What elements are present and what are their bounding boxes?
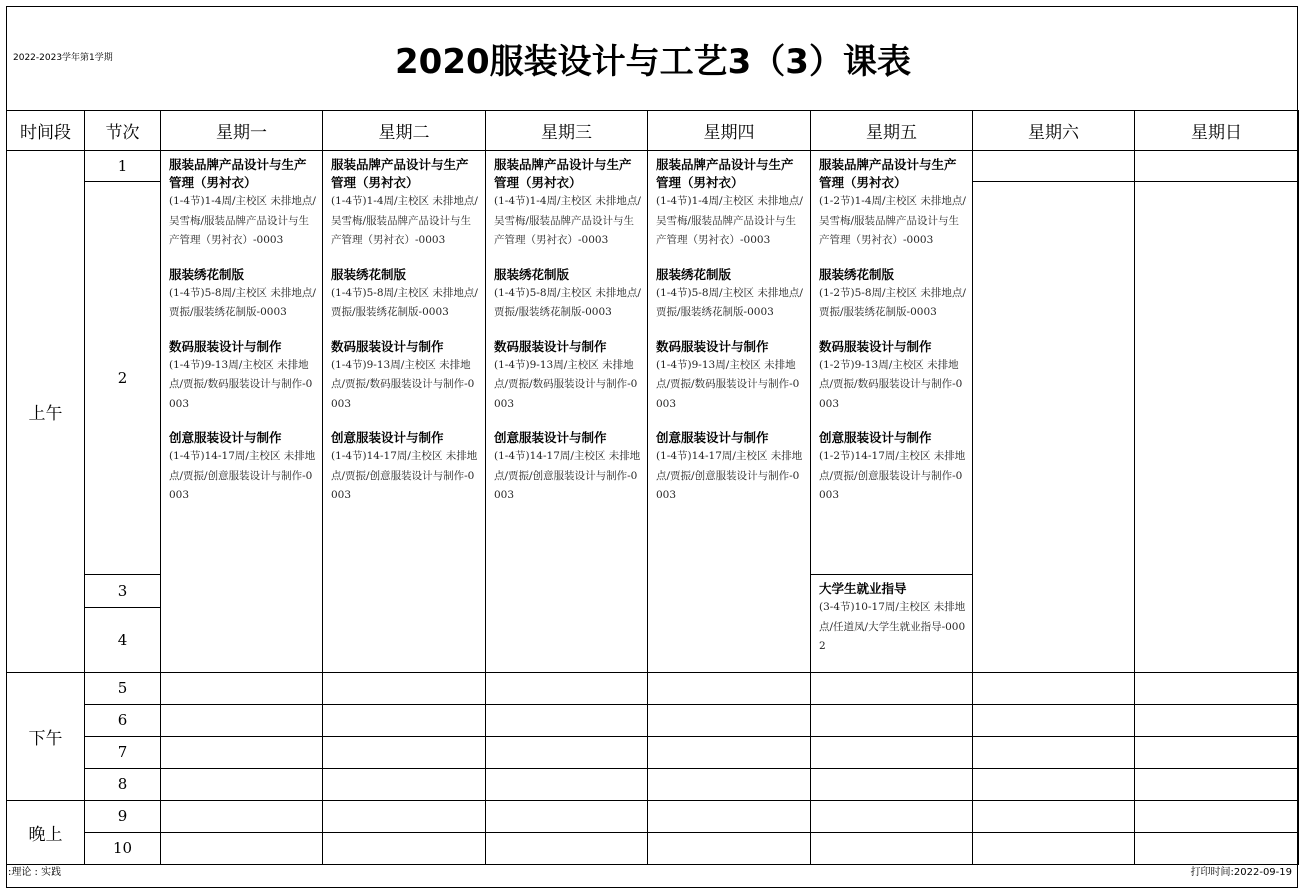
- empty-cell: [323, 704, 486, 736]
- empty-cell: [648, 768, 811, 800]
- course-entry: [656, 266, 805, 323]
- empty-cell: [486, 736, 648, 768]
- section-8: 8: [85, 768, 161, 800]
- section-4: 4: [85, 607, 161, 672]
- section-row-10: [7, 832, 1299, 864]
- course-entry: [819, 429, 967, 506]
- course-name: 服装绣花制版: [656, 266, 732, 282]
- course-info: (1-4节)1-4周/主校区 未排地点/吴雪梅/服装品牌产品设计与生产管理（男衬衣）-0003: [169, 195, 316, 246]
- section-6: 6: [85, 704, 161, 736]
- empty-cell: [811, 800, 973, 832]
- empty-cell: [973, 800, 1135, 832]
- course-name: 数码服装设计与制作: [169, 338, 282, 354]
- course-info: (1-4节)9-13周/主校区 未排地点/贾振/数码服装设计与制作-0003: [656, 358, 800, 410]
- empty-cell: [973, 768, 1135, 800]
- page-title: 2020服装设计与工艺3（3）课表: [395, 42, 911, 82]
- course-name: 创意服装设计与制作: [331, 430, 444, 445]
- course-info: (1-4节)9-13周/主校区 未排地点/贾振/数码服装设计与制作-0003: [494, 358, 638, 410]
- course-entry: [819, 266, 967, 323]
- course-name: 服装品牌产品设计与生产管理（男衬衣）: [169, 157, 307, 190]
- empty-cell: [161, 672, 323, 704]
- empty-cell: [486, 672, 648, 704]
- legend-text: :理论 : 实践: [8, 867, 62, 878]
- empty-cell: [1135, 832, 1299, 864]
- course-entry: [169, 338, 317, 415]
- col-header-sun: 星期日: [1135, 111, 1299, 151]
- empty-cell: [973, 672, 1135, 704]
- empty-cell: [1135, 768, 1299, 800]
- course-info: (1-4节)1-4周/主校区 未排地点/吴雪梅/服装品牌产品设计与生产管理（男衬衣）-0003: [331, 195, 478, 246]
- course-entry: [494, 266, 642, 323]
- print-time: 打印时间:2022-09-19: [1190, 867, 1292, 878]
- section-7: 7: [85, 736, 161, 768]
- wed-morning-cell: [486, 151, 648, 673]
- col-header-sat: 星期六: [973, 111, 1135, 151]
- empty-cell: [1135, 672, 1299, 704]
- course-info: (1-4节)1-4周/主校区 未排地点/吴雪梅/服装品牌产品设计与生产管理（男衬衣）-0003: [656, 195, 803, 246]
- course-name: 创意服装设计与制作: [656, 430, 769, 445]
- period-evening: 晚上: [7, 800, 85, 864]
- empty-cell: [161, 768, 323, 800]
- period-morning: 上午: [7, 151, 85, 673]
- course-name: 服装品牌产品设计与生产管理（男衬衣）: [494, 157, 632, 190]
- course-name: 服装绣花制版: [494, 266, 570, 282]
- sun-cell-1: [1135, 151, 1299, 182]
- empty-cell: [973, 832, 1135, 864]
- term-label: 2022-2023学年第1学期: [13, 53, 113, 63]
- empty-cell: [648, 832, 811, 864]
- course-entry: [331, 266, 480, 323]
- empty-cell: [486, 704, 648, 736]
- fri-section3-cell: [811, 575, 973, 673]
- course-name: 创意服装设计与制作: [169, 430, 282, 445]
- empty-cell: [648, 736, 811, 768]
- section-2: 2: [85, 182, 161, 575]
- empty-cell: [323, 800, 486, 832]
- col-header-wed: 星期三: [486, 111, 648, 151]
- course-entry: [169, 156, 317, 251]
- course-entry: [656, 429, 805, 506]
- course-name: 数码服装设计与制作: [819, 338, 932, 354]
- fri-morning-cell: [811, 151, 973, 575]
- col-header-thu: 星期四: [648, 111, 811, 151]
- course-name: 服装绣花制版: [331, 266, 407, 282]
- course-info: (1-2节)9-13周/主校区 未排地点/贾振/数码服装设计与制作-0003: [819, 358, 963, 410]
- period-afternoon: 下午: [7, 672, 85, 800]
- empty-cell: [161, 800, 323, 832]
- sat-cell-2: [973, 182, 1135, 673]
- course-entry: [331, 338, 480, 415]
- empty-cell: [811, 704, 973, 736]
- course-entry: [656, 338, 805, 415]
- course-info: (1-4节)5-8周/主校区 未排地点/贾振/服装绣花制版-0003: [656, 286, 803, 318]
- course-entry: [819, 338, 967, 415]
- course-entry: [169, 429, 317, 506]
- course-entry: [819, 580, 967, 657]
- col-header-fri: 星期五: [811, 111, 973, 151]
- thu-morning-cell: [648, 151, 811, 673]
- section-row-1: [7, 151, 1299, 182]
- col-header-mon: 星期一: [161, 111, 323, 151]
- empty-cell: [811, 672, 973, 704]
- timetable-grid: [6, 110, 1299, 865]
- empty-cell: [973, 704, 1135, 736]
- course-info: (1-2节)5-8周/主校区 未排地点/贾振/服装绣花制版-0003: [819, 286, 966, 318]
- empty-cell: [323, 672, 486, 704]
- course-name: 服装品牌产品设计与生产管理（男衬衣）: [331, 157, 469, 190]
- course-entry: [331, 429, 480, 506]
- course-info: (1-4节)5-8周/主校区 未排地点/贾振/服装绣花制版-0003: [169, 286, 316, 318]
- sun-cell-2: [1135, 182, 1299, 673]
- empty-cell: [161, 736, 323, 768]
- section-5: 5: [85, 672, 161, 704]
- empty-cell: [1135, 800, 1299, 832]
- course-entry: [494, 429, 642, 506]
- course-info: (1-4节)14-17周/主校区 未排地点/贾振/创意服装设计与制作-0003: [656, 450, 803, 501]
- course-info: (1-4节)1-4周/主校区 未排地点/吴雪梅/服装品牌产品设计与生产管理（男衬衣）-0003: [494, 195, 641, 246]
- course-info: (1-4节)9-13周/主校区 未排地点/贾振/数码服装设计与制作-0003: [331, 358, 475, 410]
- empty-cell: [161, 704, 323, 736]
- empty-cell: [323, 736, 486, 768]
- section-1: 1: [85, 151, 161, 182]
- section-row-6: [7, 704, 1299, 736]
- empty-cell: [648, 800, 811, 832]
- empty-cell: [323, 832, 486, 864]
- col-header-period: 时间段: [7, 111, 85, 151]
- empty-cell: [486, 832, 648, 864]
- course-name: 服装品牌产品设计与生产管理（男衬衣）: [656, 157, 794, 190]
- course-name: 创意服装设计与制作: [819, 430, 932, 445]
- empty-cell: [1135, 704, 1299, 736]
- course-name: 服装绣花制版: [819, 266, 895, 282]
- course-info: (1-4节)14-17周/主校区 未排地点/贾振/创意服装设计与制作-0003: [494, 450, 641, 501]
- section-9: 9: [85, 800, 161, 832]
- course-info: (1-2节)1-4周/主校区 未排地点/吴雪梅/服装品牌产品设计与生产管理（男衬衣）-0003: [819, 195, 966, 246]
- empty-cell: [648, 704, 811, 736]
- empty-cell: [811, 832, 973, 864]
- mon-morning-cell: [161, 151, 323, 673]
- header-row: [7, 111, 1299, 151]
- course-name: 服装绣花制版: [169, 266, 245, 282]
- section-row-5: [7, 672, 1299, 704]
- course-info: (1-4节)14-17周/主校区 未排地点/贾振/创意服装设计与制作-0003: [331, 450, 478, 501]
- course-name: 服装品牌产品设计与生产管理（男衬衣）: [819, 157, 957, 190]
- empty-cell: [1135, 736, 1299, 768]
- col-header-tue: 星期二: [323, 111, 486, 151]
- course-info: (1-4节)14-17周/主校区 未排地点/贾振/创意服装设计与制作-0003: [169, 450, 316, 501]
- col-header-section: 节次: [85, 111, 161, 151]
- course-entry: [494, 338, 642, 415]
- section-row-8: [7, 768, 1299, 800]
- empty-cell: [161, 832, 323, 864]
- empty-cell: [486, 768, 648, 800]
- course-info: (1-2节)14-17周/主校区 未排地点/贾振/创意服装设计与制作-0003: [819, 450, 966, 501]
- course-info: (3-4节)10-17周/主校区 未排地点/任道凤/大学生就业指导-0002: [819, 601, 966, 652]
- course-entry: [494, 156, 642, 251]
- section-row-7: [7, 736, 1299, 768]
- course-info: (1-4节)5-8周/主校区 未排地点/贾振/服装绣花制版-0003: [331, 286, 478, 318]
- course-name: 创意服装设计与制作: [494, 430, 607, 445]
- course-name: 数码服装设计与制作: [494, 338, 607, 354]
- course-entry: [169, 266, 317, 323]
- course-name: 数码服装设计与制作: [331, 338, 444, 354]
- course-info: (1-4节)9-13周/主校区 未排地点/贾振/数码服装设计与制作-0003: [169, 358, 313, 410]
- empty-cell: [973, 736, 1135, 768]
- course-name: 数码服装设计与制作: [656, 338, 769, 354]
- empty-cell: [648, 672, 811, 704]
- tue-morning-cell: [323, 151, 486, 673]
- course-entry: [331, 156, 480, 251]
- course-entry: [819, 156, 967, 251]
- course-info: (1-4节)5-8周/主校区 未排地点/贾振/服装绣花制版-0003: [494, 286, 641, 318]
- course-name: 大学生就业指导: [819, 581, 907, 596]
- course-entry: [656, 156, 805, 251]
- section-10: 10: [85, 832, 161, 864]
- section-row-9: [7, 800, 1299, 832]
- empty-cell: [811, 768, 973, 800]
- empty-cell: [486, 800, 648, 832]
- empty-cell: [811, 736, 973, 768]
- empty-cell: [323, 768, 486, 800]
- section-3: 3: [85, 575, 161, 608]
- sat-cell-1: [973, 151, 1135, 182]
